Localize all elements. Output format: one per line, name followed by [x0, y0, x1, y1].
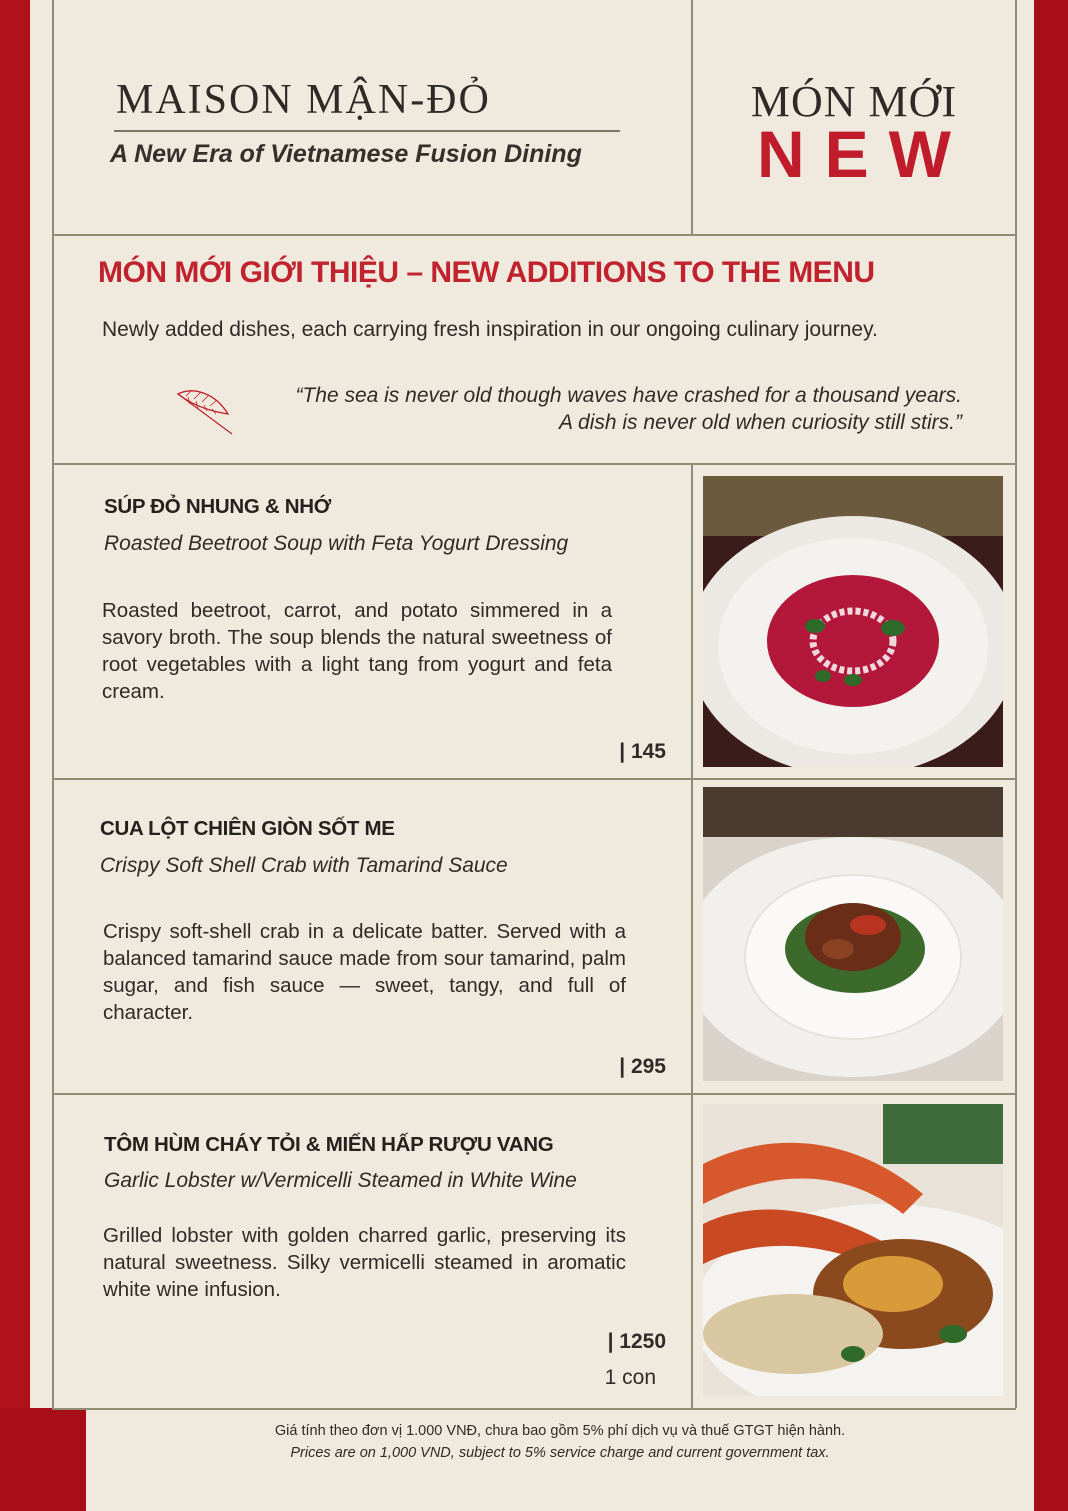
brand-underline [114, 130, 620, 132]
section-description: Newly added dishes, each carrying fresh inspiration in our ongoing culinary journey. [102, 318, 878, 341]
dish-3-name-vn: TÔM HÙM CHÁY TỎI & MIẾN HẤP RƯỢU VANG [104, 1133, 554, 1156]
dish-1-name-en: Roasted Beetroot Soup with Feta Yogurt Dressing [104, 532, 569, 555]
dish-2-photo [703, 787, 1003, 1081]
intro-bottom-line [52, 463, 1016, 465]
dish-1-photo [703, 476, 1003, 767]
footer-note [86, 1420, 1034, 1464]
dish-3-unit: 1 con [604, 1366, 656, 1389]
frame-right-line [1015, 0, 1017, 1408]
dish-3-name-en: Garlic Lobster w/Vermicelli Steamed in White Wine [104, 1169, 577, 1192]
brand-tagline: A New Era of Vietnamese Fusion Dining [110, 140, 582, 168]
dish-1-price: | 145 [586, 740, 666, 764]
dish-3-price: | 1250 [586, 1330, 666, 1354]
dish-2-price: | 295 [586, 1055, 666, 1079]
new-badge-en: NEW [757, 117, 971, 191]
quote [236, 382, 962, 436]
section-heading: MÓN MỚI GIỚI THIỆU – NEW ADDITIONS TO THE MENU [98, 256, 875, 289]
dish2-bottom-line [52, 1093, 1016, 1095]
dish-column-divider [691, 463, 693, 1408]
quote-line-1: “The sea is never old though waves have crashed for a thousand years. [295, 384, 962, 407]
new-badge-vn: MÓN MỚI [750, 77, 958, 126]
bottom-left-red-block [0, 1408, 86, 1511]
quote-line-2: A dish is never old when curiosity still stirs.” [558, 411, 962, 434]
dish-1-name-vn: SÚP ĐỎ NHUNG & NHỚ [104, 495, 331, 518]
footer-note-en: Prices are on 1,000 VND, subject to 5% service charge and current government tax. [290, 1445, 830, 1461]
dish-1-description: Roasted beetroot, carrot, and potato simmered in a savory broth. The soup blends the natural sweetness of root vegetables with a light tang from yogurt and feta cream. [102, 599, 612, 703]
dish-3-description: Grilled lobster with golden charred garlic, preserving its natural sweetness. Silky vermicelli steamed in aromatic white wine infusion. [103, 1224, 626, 1301]
header-bottom-line [52, 234, 1016, 236]
right-red-border [1034, 0, 1068, 1511]
dish3-bottom-line [52, 1408, 1016, 1410]
dish1-bottom-line [52, 778, 1016, 780]
leaf-icon [176, 384, 234, 436]
dish-2-description: Crispy soft-shell crab in a delicate batter. Served with a balanced tamarind sauce made from sour tamarind, palm sugar, and fish sauce — sweet, tangy, and full of character. [103, 920, 626, 1024]
dish-3-photo [703, 1104, 1003, 1396]
footer-note-vn: Giá tính theo đơn vị 1.000 VNĐ, chưa bao gồm 5% phí dịch vụ và thuế GTGT hiện hành. [274, 1423, 846, 1439]
dish-2-name-en: Crispy Soft Shell Crab with Tamarind Sauce [100, 854, 508, 877]
dish-2-name-vn: CUA LỘT CHIÊN GIÒN SỐT ME [100, 817, 395, 840]
frame-left-line [52, 0, 54, 1408]
brand-name: MAISON MẬN-ĐỎ [116, 77, 491, 123]
left-red-border [0, 0, 30, 1511]
